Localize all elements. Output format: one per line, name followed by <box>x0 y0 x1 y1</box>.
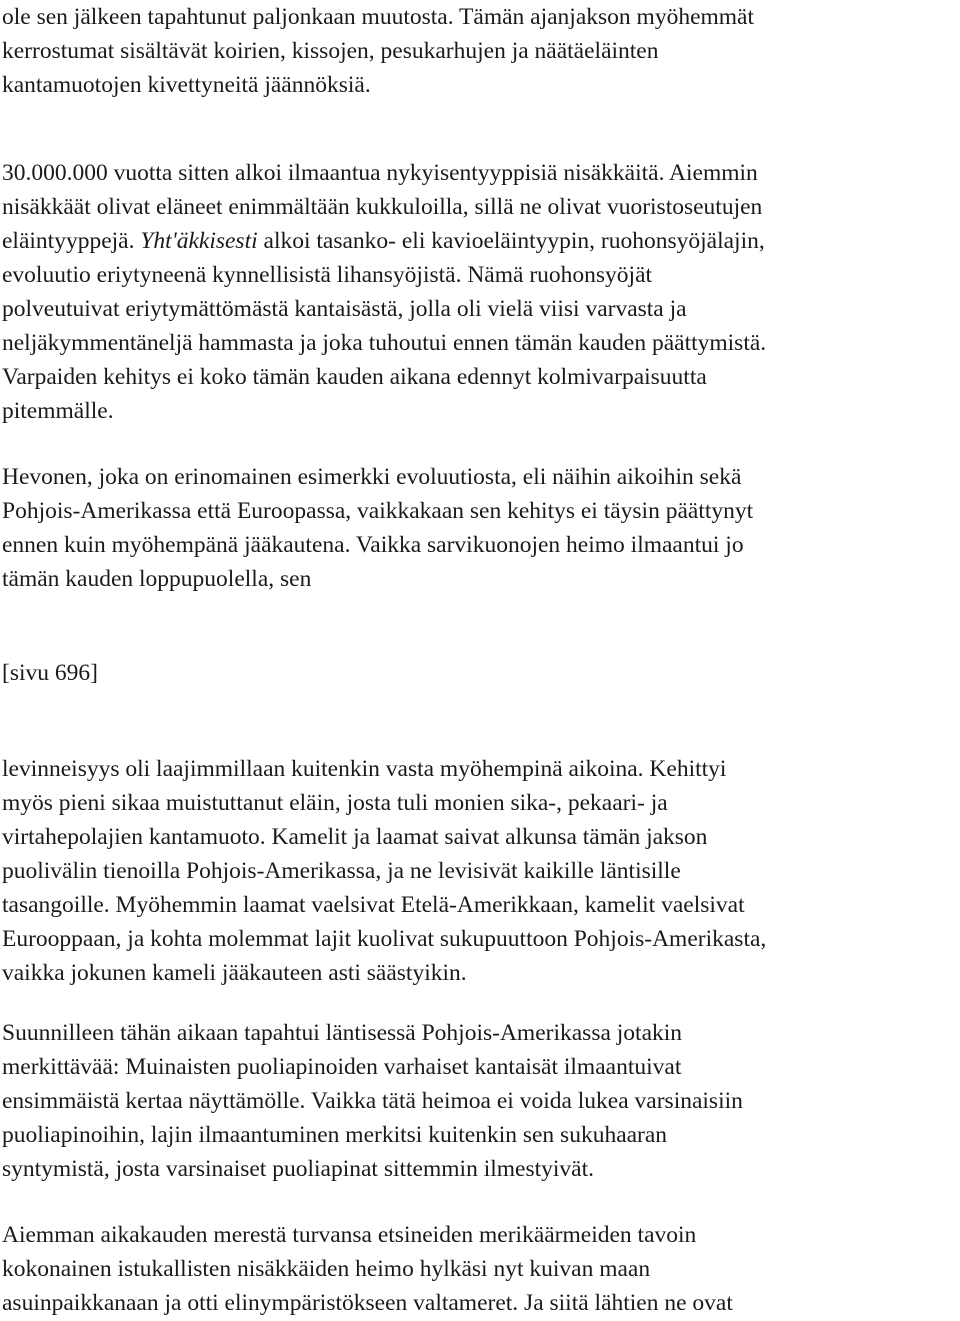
text-line: Aiemman aikakauden merestä turvansa etsineiden merikäärmeiden tavoin <box>2 1222 697 1248</box>
paragraph-2 <box>2 156 958 428</box>
text-line: neljäkymmentäneljä hammasta ja joka tuhoutui ennen tämän kauden päättymistä. <box>2 330 767 356</box>
text-line: tasangoille. Myöhemmin laamat vaelsivat Etelä-Amerikkaan, kamelit vaelsivat <box>2 892 745 918</box>
text-line: Pohjois-Amerikassa että Euroopassa, vaikkakaan sen kehitys ei täysin päättynyt <box>2 498 754 524</box>
text-line: polveutuivat eriytymättömästä kantaisästä, jolla oli vielä viisi varvasta ja <box>2 296 687 322</box>
text-line: myös pieni sikaa muistuttanut eläin, josta tuli monien sika-, pekaari- ja <box>2 790 668 816</box>
text-line: kerrostumat sisältävät koirien, kissojen, pesukarhujen ja näätäeläinten <box>2 38 659 64</box>
text-line: Suunnilleen tähän aikaan tapahtui läntisessä Pohjois-Amerikassa jotakin <box>2 1020 683 1046</box>
paragraph-4 <box>2 752 958 990</box>
text-line: ole sen jälkeen tapahtunut paljonkaan muutosta. Tämän ajanjakson myöhemmät <box>2 4 755 30</box>
text-line: Hevonen, joka on erinomainen esimerkki evoluutiosta, eli näihin aikoihin sekä <box>2 464 742 490</box>
text-line: puolivälin tienoilla Pohjois-Amerikassa, ja ne levisivät kaikille läntisille <box>2 858 681 884</box>
page-number-label: [sivu 696] <box>2 660 98 686</box>
text-line: levinneisyys oli laajimmillaan kuitenkin vasta myöhempinä aikoina. Kehittyi <box>2 756 727 782</box>
text-line: asuinpaikkanaan ja otti elinympäristökseen valtameret. Ja siitä lähtien ne ovat <box>2 1290 733 1316</box>
text-line: virtahepolajien kantamuoto. Kamelit ja laamat saivat alkunsa tämän jakson <box>2 824 708 850</box>
text-line: puoliapinoihin, lajin ilmaantuminen merkitsi kuitenkin sen sukuhaaran <box>2 1122 668 1148</box>
page-marker <box>2 656 958 690</box>
italic-word: Yht'äkkisesti <box>140 228 258 254</box>
text-line: merkittävää: Muinaisten puoliapinoiden varhaiset kantaisät ilmaantuivat <box>2 1054 682 1080</box>
text-line: tämän kauden loppupuolella, sen <box>2 566 312 592</box>
text-fragment: alkoi tasanko- eli kavioeläintyypin, ruohonsyöjälajin, <box>263 228 765 254</box>
text-line: kokonainen istukallisten nisäkkäiden heimo hylkäsi nyt kuivan maan <box>2 1256 651 1282</box>
text-line: ensimmäistä kertaa näyttämölle. Vaikka tätä heimoa ei voida lukea varsinaisiin <box>2 1088 743 1114</box>
text-line: ennen kuin myöhempänä jääkautena. Vaikka sarvikuonojen heimo ilmaantui jo <box>2 532 744 558</box>
text-fragment: eläintyyppejä. <box>2 228 135 254</box>
text-line: pitemmälle. <box>2 398 114 424</box>
text-line <box>2 224 958 258</box>
text-line: nisäkkäät olivat eläneet enimmältään kukkuloilla, sillä ne olivat vuoristoseutujen <box>2 194 763 220</box>
paragraph-3 <box>2 460 958 596</box>
text-line: Varpaiden kehitys ei koko tämän kauden aikana edennyt kolmivarpaisuutta <box>2 364 707 390</box>
paragraph-5 <box>2 1016 958 1186</box>
paragraph-6 <box>2 1218 958 1320</box>
text-line: evoluutio eriytyneenä kynnellisistä lihansyöjistä. Nämä ruohonsyöjät <box>2 262 653 288</box>
text-line: syntymistä, josta varsinaiset puoliapinat sittemmin ilmestyivät. <box>2 1156 594 1182</box>
text-line: kantamuotojen kivettyneitä jäännöksiä. <box>2 72 371 98</box>
paragraph-1 <box>2 0 958 102</box>
text-line: Eurooppaan, ja kohta molemmat lajit kuolivat sukupuuttoon Pohjois-Amerikasta, <box>2 926 767 952</box>
text-line: 30.000.000 vuotta sitten alkoi ilmaantua nykyisentyyppisiä nisäkkäitä. Aiemmin <box>2 160 758 186</box>
text-line: vaikka jokunen kameli jääkauteen asti säästyikin. <box>2 960 467 986</box>
